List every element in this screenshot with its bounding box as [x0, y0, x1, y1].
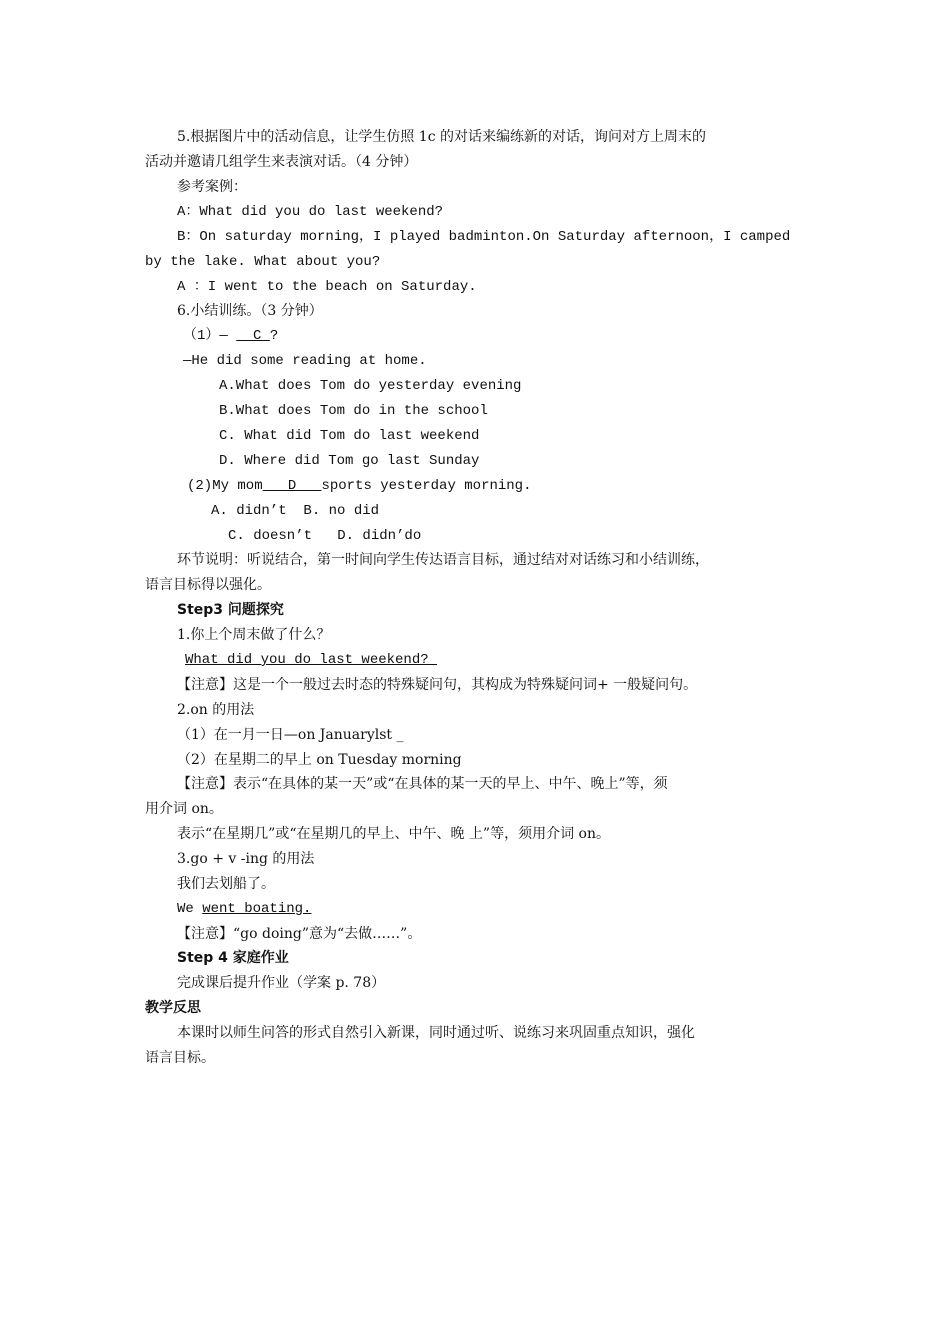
text-line: 完成课后提升作业（学案 p. 78） — [177, 975, 386, 991]
answer-line: What did you do last weekend? — [185, 652, 438, 668]
question-suffix: sports yesterday morning. — [321, 478, 532, 494]
options-cd: C. doesn’t D. didn’do — [228, 528, 422, 544]
text-line: 语言目标。 — [145, 1050, 215, 1066]
section-heading: 教学反思 — [145, 1000, 201, 1016]
option-a: A.What does Tom do yesterday evening — [219, 378, 522, 394]
section-heading: Step3 问题探究 — [177, 602, 284, 618]
text-line: 我们去划船了。 — [177, 876, 275, 892]
text-line: 5.根据图片中的活动信息，让学生仿照 1c 的对话来编练新的对话，询问对方上周末的 — [177, 129, 707, 145]
option-b: B.What does Tom do in the school — [219, 403, 488, 419]
text-line: 本课时以师生问答的形式自然引入新课，同时通过听、说练习来巩固重点知识，强化 — [177, 1025, 695, 1041]
answer-blank: D — [262, 478, 322, 494]
option-d: D. Where did Tom go last Sunday — [219, 453, 480, 469]
text-line: A：What did you do last weekend? — [177, 204, 444, 220]
text-line: 1.你上个周末做了什么？ — [177, 627, 331, 643]
text-line: 参考案例： — [177, 179, 247, 195]
note-line: 【注意】“go doing”意为“去做……”。 — [177, 926, 422, 942]
answer-line — [177, 899, 311, 919]
text-line: 6.小结训练。（3 分钟） — [177, 303, 323, 319]
text-line: B：On saturday morning，I played badminton.On Saturday afternoon，I camped — [177, 229, 791, 245]
text-line: （2）在星期二的早上 on Tuesday morning — [177, 752, 462, 768]
text-line: （1）在一月一日—on Januarylst _ — [177, 727, 404, 743]
question-1 — [183, 326, 278, 346]
question-suffix: ? — [269, 328, 279, 344]
section-heading: Step 4 家庭作业 — [177, 950, 289, 966]
text-line: 语言目标得以强化。 — [145, 577, 271, 593]
question-prefix: (2)My mom — [187, 478, 263, 494]
text-line: 3.go + v -ing 的用法 — [177, 851, 315, 867]
text-line: 活动并邀请几组学生来表演对话。（4 分钟） — [145, 154, 418, 170]
answer-blank: went boating. — [202, 901, 312, 917]
text-line: A ：I went to the beach on Saturday. — [177, 279, 477, 295]
option-c: C. What did Tom do last weekend — [219, 428, 480, 444]
question-2 — [187, 476, 531, 496]
text-line: 环节说明：听说结合，第一时间向学生传达语言目标，通过结对对话练习和小结训练， — [177, 552, 709, 568]
note-line: 【注意】这是一个一般过去时态的特殊疑问句，其构成为特殊疑问词+ 一般疑问句。 — [177, 677, 698, 693]
note-line: 【注意】表示“在具体的某一天”或“在具体的某一天的早上、中午、晚上”等，须 — [177, 776, 668, 792]
text-line: 2.on 的用法 — [177, 702, 255, 718]
question-prefix: （1）— — [183, 328, 237, 344]
options-ab: A. didn’t B. no did — [211, 503, 380, 519]
text-line: —He did some reading at home. — [183, 353, 427, 369]
sentence-start: We — [177, 901, 203, 917]
text-line: 表示“在星期几”或“在星期几的早上、中午、晚 上”等，须用介词 on。 — [177, 826, 610, 842]
text-line: by the lake. What about you? — [145, 254, 381, 270]
text-line: 用介词 on。 — [145, 801, 223, 817]
answer-blank: C — [236, 328, 270, 344]
